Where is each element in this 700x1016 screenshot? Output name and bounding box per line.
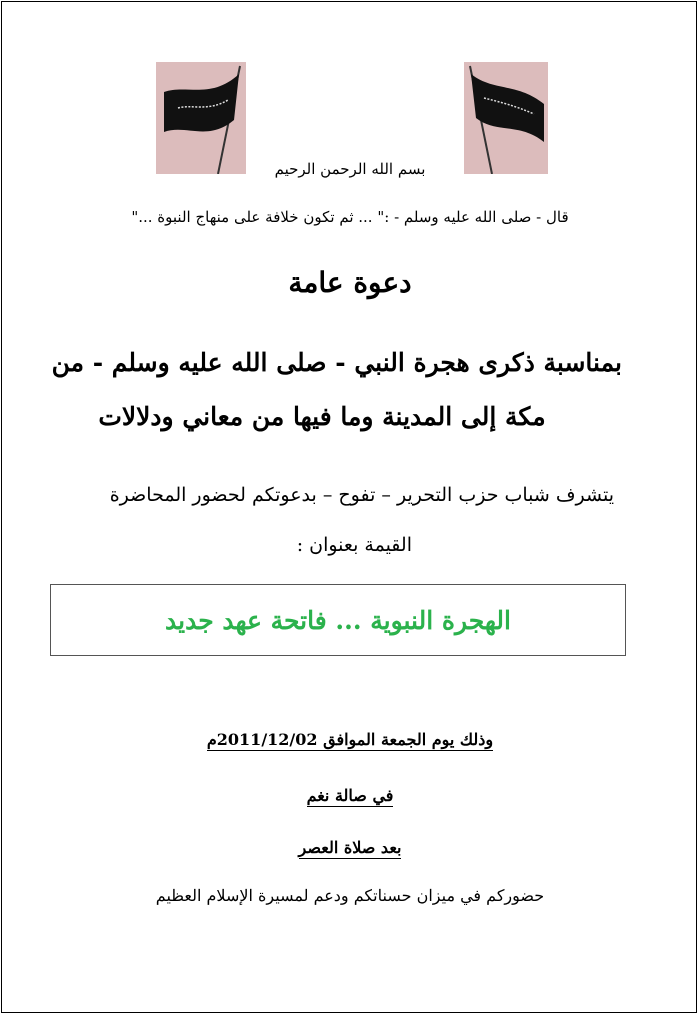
basmala: بسم الله الرحمن الرحيم — [274, 160, 426, 178]
event-date-text: وذلك يوم الجمعة الموافق 2011/12/02م — [206, 730, 494, 749]
event-date — [2, 730, 697, 749]
event-venue-text: في صالة نغم — [306, 786, 394, 805]
flag-left-graphic — [156, 62, 246, 174]
black-banner-flag-icon — [156, 62, 246, 174]
occasion-line-2: مكة إلى المدينة وما فيها من معاني ودلالات — [98, 402, 546, 431]
intro-line-2: القيمة بعنوان : — [296, 534, 412, 556]
closing-note: حضوركم في ميزان حسناتكم ودعم لمسيرة الإسلام العظيم — [155, 886, 545, 905]
invitation-heading: دعوة عامة — [288, 266, 412, 299]
event-time — [2, 838, 697, 857]
invitation-page — [1, 1, 697, 1013]
lecture-title-box — [50, 584, 626, 656]
occasion-line-1: بمناسبة ذكرى هجرة النبي - صلى الله عليه وسلم - من — [51, 348, 622, 377]
intro-line-1: يتشرف شباب حزب التحرير – تفوح – بدعوتكم لحضور المحاضرة — [109, 484, 614, 506]
event-venue — [2, 786, 697, 805]
lecture-title: الهجرة النبوية ... فاتحة عهد جديد — [165, 605, 511, 635]
event-time-text: بعد صلاة العصر — [298, 838, 402, 857]
hadith-quote: قال - صلى الله عليه وسلم - :" ... ثم تكون خلافة على منهاج النبوة ..." — [131, 208, 569, 226]
flag-right-graphic — [464, 62, 548, 174]
black-banner-flag-icon — [464, 62, 548, 174]
